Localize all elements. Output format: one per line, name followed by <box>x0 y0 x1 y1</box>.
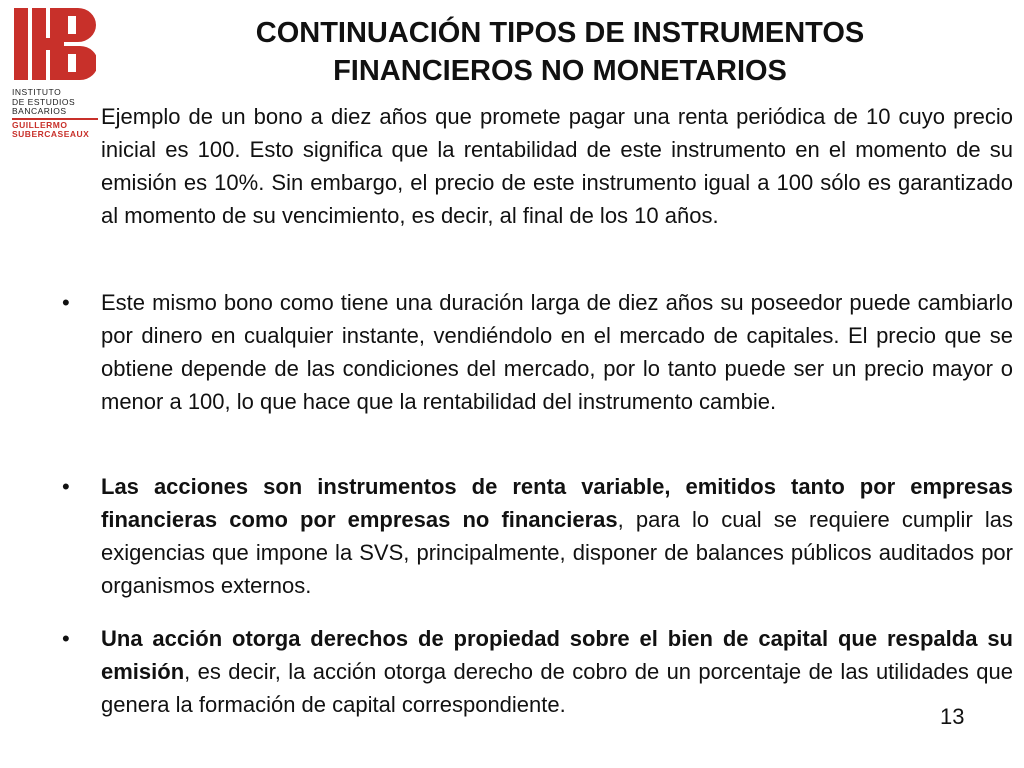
logo-line-3: BANCARIOS <box>12 106 67 116</box>
bullet-paragraph-stocks <box>101 470 1013 602</box>
logo-line-4: GUILLERMO <box>12 119 68 130</box>
slide-title-line-2: FINANCIEROS NO MONETARIOS <box>333 55 787 87</box>
bullet-bold-text: Las acciones son instrumentos de renta variable, emitidos tanto por empresas financieras como por empresas no financieras <box>101 474 1013 532</box>
logo-line-1: INSTITUTO <box>12 87 62 97</box>
bullet-marker: • <box>62 626 70 651</box>
intro-paragraph: Ejemplo de un bono a diez años que promete pagar una renta periódica de 10 cuyo precio inicial es 100. Esto significa que la rentabilidad de este instrumento en el momento de su emisión es 10%. Sin embargo, el precio de este instrumento igual a 100 sólo es garantizado al momento de su vencimiento, es decir, al final de los 10 años. <box>101 104 1013 228</box>
slide-title <box>160 14 960 90</box>
logo-line-5: SUBERCASEAUX <box>12 129 90 139</box>
page-number: 13 <box>940 704 965 729</box>
bullet-marker: • <box>62 474 70 499</box>
bullet-bold-text: Una acción otorga derechos de propiedad sobre el bien de capital que respalda su emisión <box>101 626 1013 684</box>
bullet-paragraph-share-rights <box>101 622 1013 721</box>
slide-title-line-1: CONTINUACIÓN TIPOS DE INSTRUMENTOS <box>255 17 865 49</box>
logo-line-2: DE ESTUDIOS <box>12 96 76 107</box>
bullet-text: , es decir, la acción otorga derecho de cobro de un porcentaje de las utilidades que genera la formación de capital correspondiente. <box>101 659 1013 717</box>
ieb-logo-mark <box>14 8 96 84</box>
bullet-paragraph-bond-duration: Este mismo bono como tiene una duración larga de diez años su poseedor puede cambiarlo por dinero en cualquier instante, vendiéndolo en el mercado de capitales. El precio que se obtiene depende de las condiciones del mercado, por lo tanto puede ser un precio mayor o menor a 100, lo que hace que la rentabilidad del instrumento cambie. <box>101 290 1013 414</box>
institution-logo <box>10 8 98 148</box>
bullet-marker: • <box>62 290 70 315</box>
bullet-text: , para lo cual se requiere cumplir las exigencias que impone la SVS, principalmente, disponer de balances públicos auditados por organismos externos. <box>101 507 1014 598</box>
